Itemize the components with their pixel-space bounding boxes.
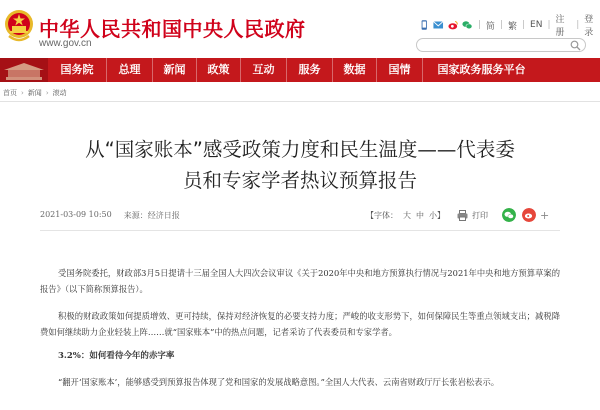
article-tools (366, 208, 549, 222)
article-title-line-1: 从“国家账本”感受政策力度和民生温度——代表委 (85, 138, 515, 161)
article-subheading: 3.2%：如何看待今年的赤字率 (58, 351, 175, 361)
separator: | (522, 20, 526, 30)
article-title-line-2: 员和专家学者热议预算报告 (182, 169, 417, 192)
mobile-icon[interactable] (419, 19, 429, 31)
separator: | (547, 20, 551, 30)
publish-date: 2021-03-09 10:50 (40, 210, 112, 219)
login-link[interactable]: 登录 (584, 15, 594, 38)
divider (40, 230, 560, 231)
print-button[interactable] (457, 210, 488, 221)
email-icon[interactable] (433, 19, 443, 31)
wechat-icon[interactable] (462, 19, 472, 31)
separator: | (499, 20, 503, 30)
article-title (30, 134, 570, 196)
nav-item-8[interactable]: 国情 (376, 58, 422, 82)
nav-item-7[interactable]: 数据 (332, 58, 376, 82)
font-size-small-button[interactable]: 小 (429, 210, 437, 220)
wechat-share-icon[interactable] (502, 208, 516, 222)
font-size-end: 】 (437, 210, 445, 220)
separator: | (576, 20, 580, 30)
font-size-label: 【字体： (366, 210, 398, 220)
font-size-large-button[interactable]: 大 (403, 210, 411, 220)
article-paragraph: 积极的财政政策如何提质增效、更可持续，保持对经济恢复的必要支持力度；严峻的收支形势下，如何保障民生等重点领域支出；减税降费如何继续助力企业轻装上阵……就“国家账本”中的热点问题，记者采访了代表委员和专家学者。 (40, 311, 560, 337)
nav-item-5[interactable]: 互动 (240, 58, 286, 82)
breadcrumb-link[interactable]: 新闻 (27, 89, 42, 97)
traditional-chinese-link[interactable]: 繁 (507, 21, 517, 32)
site-url: www.gov.cn (39, 38, 92, 49)
nav-item-6[interactable]: 服务 (286, 58, 332, 82)
english-link[interactable]: EN (530, 20, 543, 30)
breadcrumb-link[interactable]: 首页 (3, 89, 17, 97)
top-link-bar (419, 15, 600, 38)
article-source (124, 210, 180, 221)
nav-item-1[interactable]: 国务院 (60, 63, 94, 76)
search-box (416, 38, 586, 52)
site-header (0, 0, 600, 54)
nav-items (48, 58, 540, 82)
main-nav (0, 58, 600, 82)
source-label: 来源： (123, 211, 148, 220)
article-paragraph: 受国务院委托，财政部3月5日提请十三届全国人大四次会议审议《关于2020年中央和地方预算执行情况与2021年中央和地方预算草案的报告》（以下简称预算报告）。 (40, 268, 560, 294)
breadcrumb (3, 88, 67, 98)
nav-item-2[interactable]: 总理 (106, 58, 152, 82)
search-input[interactable] (423, 40, 568, 51)
print-label: 打印 (472, 210, 488, 220)
separator: | (477, 20, 481, 30)
breadcrumb-link[interactable]: 滚动 (52, 89, 67, 97)
printer-icon (457, 210, 468, 221)
register-link[interactable]: 注册 (555, 15, 565, 38)
source-name: 经济日报 (147, 211, 180, 220)
divider (0, 101, 600, 102)
site-name[interactable]: 中华人民共和国中央人民政府 (39, 17, 306, 41)
palace-silhouette-icon (0, 58, 48, 82)
breadcrumb-separator: › (45, 89, 49, 97)
simplified-chinese-link[interactable]: 简 (485, 21, 495, 32)
article-meta (40, 210, 180, 221)
nav-item-4[interactable]: 政策 (196, 58, 240, 82)
search-icon[interactable] (570, 40, 581, 51)
more-share-button[interactable]: + (540, 208, 550, 222)
breadcrumb-separator: › (21, 89, 24, 97)
nav-item-9[interactable]: 国家政务服务平台 (422, 58, 540, 82)
article-paragraph: “翻开‘国家账本’，能够感受到预算报告体现了党和国家的发展战略意图。”全国人大代表、云南省财政厅厅长张岩松表示。 (58, 377, 500, 387)
nav-item-3[interactable]: 新闻 (152, 58, 196, 82)
font-size-medium-button[interactable]: 中 (416, 210, 424, 220)
weibo-share-icon[interactable] (522, 208, 536, 222)
national-emblem-icon[interactable] (3, 8, 35, 44)
weibo-icon[interactable] (448, 19, 458, 31)
